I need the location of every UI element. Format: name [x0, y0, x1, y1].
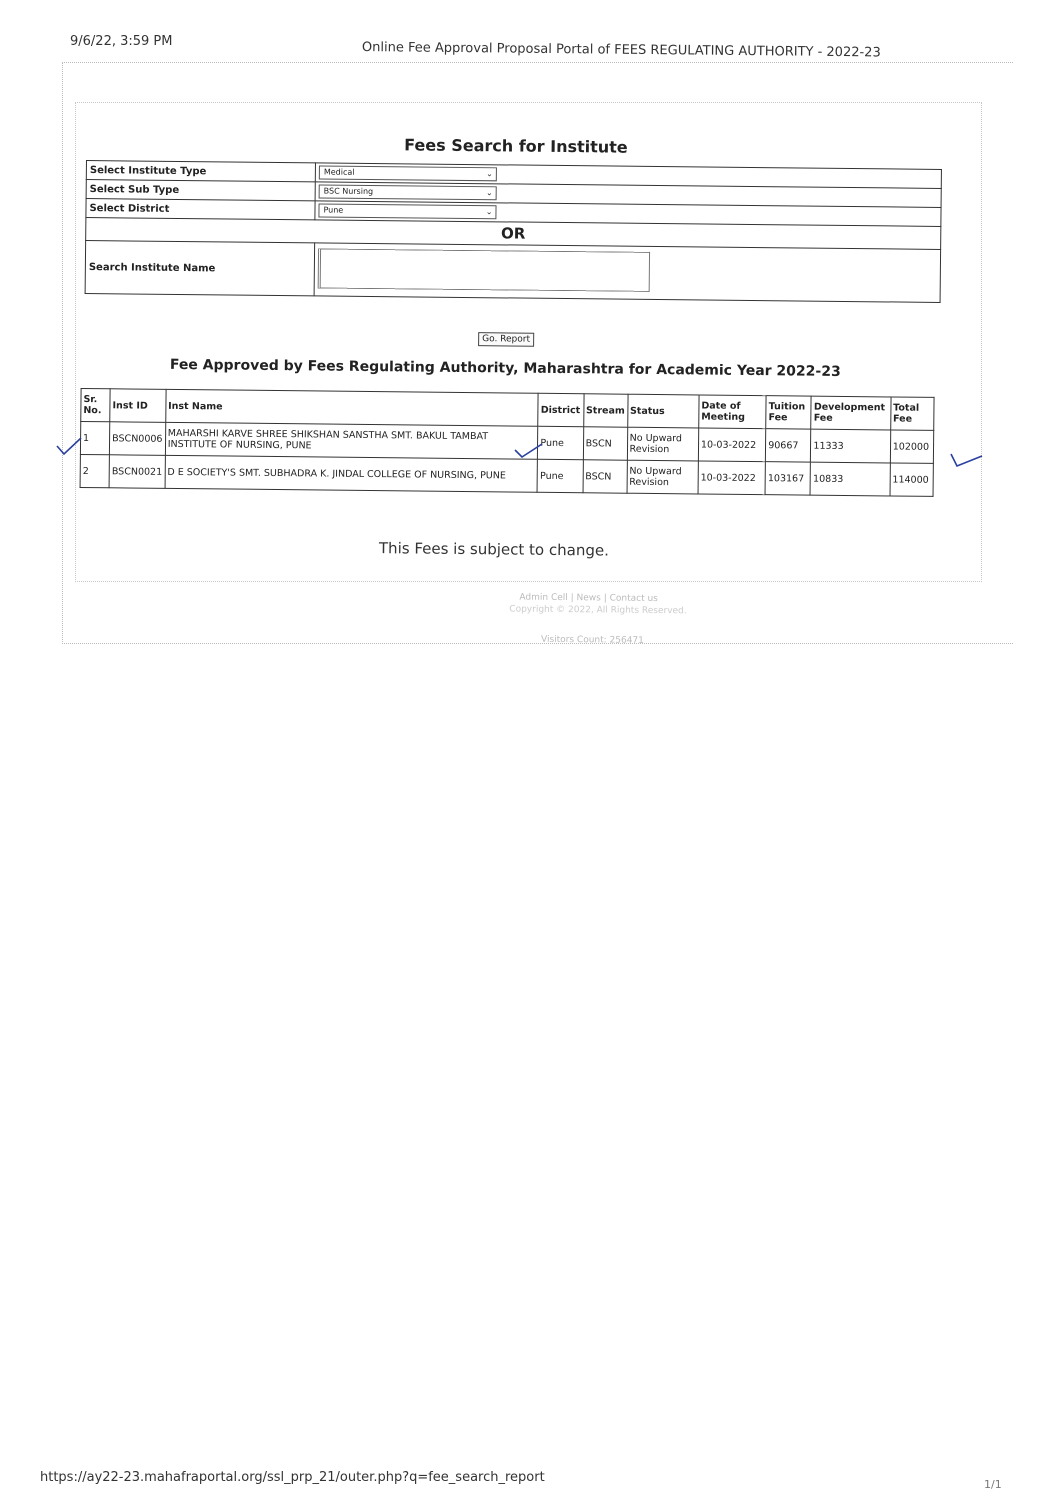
- fees-table: [80, 388, 935, 497]
- visitor-count: Visitors Count: 256471: [540, 634, 644, 646]
- col-district: District: [538, 393, 584, 426]
- sub-type-label: Select Sub Type: [86, 180, 315, 201]
- footer-links[interactable]: Admin Cell | News | Contact us: [519, 592, 658, 605]
- search-title: Fees Search for Institute: [404, 135, 628, 157]
- institute-type-select[interactable]: [319, 165, 497, 181]
- col-inst-id: Inst ID: [110, 389, 166, 423]
- cell-district: Pune: [538, 426, 584, 459]
- col-total-fee: Total Fee: [890, 397, 934, 430]
- print-url: https://ay22-23.mahafraportal.org/ssl_prp_21/outer.php?q=fee_search_report: [40, 1470, 545, 1485]
- or-separator: OR: [86, 218, 941, 250]
- district-value: Pune: [323, 205, 344, 215]
- cell-development-fee: 10833: [810, 462, 890, 496]
- cell-total-fee: 114000: [890, 463, 934, 496]
- sub-type-select[interactable]: [319, 184, 497, 200]
- cell-date-of-meeting: 10-03-2022: [698, 461, 766, 495]
- results-title: Fee Approved by Fees Regulating Authority, Maharashtra for Academic Year 2022-23: [169, 356, 841, 380]
- institute-type-value: Medical: [323, 167, 355, 177]
- checkmark-icon: [54, 436, 84, 458]
- cell-tuition-fee: 90667: [766, 429, 812, 462]
- col-tuition-fee: Tuition Fee: [766, 396, 812, 429]
- institute-name-input[interactable]: [318, 248, 650, 291]
- institute-name-label: Search Institute Name: [85, 241, 315, 296]
- print-page-number: 1/1: [984, 1478, 1002, 1491]
- col-date-of-meeting: Date of Meeting: [699, 395, 767, 429]
- content-area: [0, 0, 1058, 710]
- col-inst-name: Inst Name: [165, 389, 538, 426]
- cell-district: Pune: [537, 459, 583, 492]
- cell-status: No Upward Revision: [627, 460, 699, 494]
- chevron-down-icon: ⌄: [485, 207, 493, 217]
- cell-stream: BSCN: [583, 460, 627, 493]
- checkmark-icon: [512, 442, 544, 460]
- cell-sr-no: 1: [80, 421, 109, 454]
- district-label: Select District: [86, 199, 315, 220]
- col-sr-no: Sr. No.: [81, 388, 110, 421]
- fees-disclaimer: This Fees is subject to change.: [378, 539, 609, 560]
- cell-inst-name: MAHARSHI KARVE SHREE SHIKSHAN SANSTHA SMT. BAKUL TAMBAT INSTITUTE OF NURSING, PUNE: [165, 422, 538, 459]
- cell-inst-id: BSCN0006: [110, 422, 166, 456]
- cell-inst-id: BSCN0021: [109, 455, 165, 489]
- go-report-button[interactable]: Go. Report: [478, 332, 534, 347]
- cell-total-fee: 102000: [890, 430, 934, 463]
- cell-inst-name: D E SOCIETY'S SMT. SUBHADRA K. JINDAL COLLEGE OF NURSING, PUNE: [165, 455, 538, 492]
- checkmark-icon: [948, 450, 984, 470]
- print-page-title: Online Fee Approval Proposal Portal of FEES REGULATING AUTHORITY - 2022-23: [361, 40, 881, 61]
- chevron-down-icon: ⌄: [485, 188, 493, 198]
- col-stream: Stream: [583, 394, 627, 427]
- cell-stream: BSCN: [583, 427, 627, 460]
- district-select[interactable]: [318, 203, 496, 219]
- footer-copyright: Copyright © 2022, All Rights Reserved.: [509, 604, 687, 617]
- cell-date-of-meeting: 10-03-2022: [698, 428, 766, 462]
- cell-sr-no: 2: [80, 454, 109, 487]
- print-date: 9/6/22, 3:59 PM: [70, 34, 173, 49]
- search-form: [85, 160, 942, 303]
- col-development-fee: Development Fee: [811, 396, 891, 430]
- cell-development-fee: 11333: [811, 429, 891, 463]
- chevron-down-icon: ⌄: [486, 169, 493, 179]
- col-status: Status: [627, 394, 699, 428]
- institute-name-cell: [314, 243, 941, 303]
- cell-status: No Upward Revision: [627, 427, 699, 461]
- cell-tuition-fee: 103167: [765, 462, 811, 495]
- sub-type-value: BSC Nursing: [323, 186, 374, 197]
- institute-type-label: Select Institute Type: [86, 161, 315, 182]
